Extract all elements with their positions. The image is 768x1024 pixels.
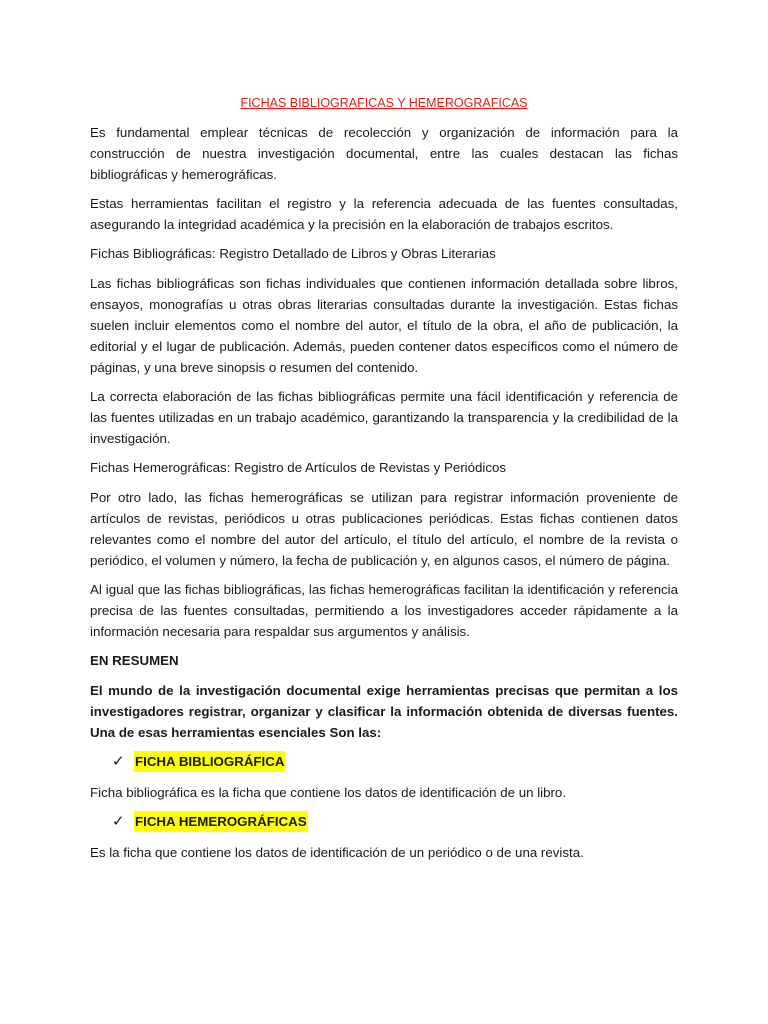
section1-heading: Fichas Bibliográficas: Registro Detallado de Libros y Obras Literarias xyxy=(90,246,496,261)
checkmark-icon: ✓ xyxy=(112,753,125,770)
summary-paragraph: El mundo de la investigación documental exige herramientas precisas que permitan a los investigadores registrar, organizar y clasificar la información obtenida de diversas fuentes. Una de esas herramientas esenciales Son las: xyxy=(90,683,678,740)
checklist-label: FICHA BIBLIOGRÁFICA xyxy=(134,751,285,772)
section2-heading: Fichas Hemerográficas: Registro de Artículos de Revistas y Periódicos xyxy=(90,460,507,475)
checklist-label: FICHA HEMEROGRÁFICAS xyxy=(134,811,308,832)
checklist-description: Es la ficha que contiene los datos de identificación de un periódico o de una revista. xyxy=(90,845,584,860)
checklist-description: Ficha bibliográfica es la ficha que contiene los datos de identificación de un libro. xyxy=(90,785,567,800)
summary-heading: EN RESUMEN xyxy=(90,653,179,668)
intro-paragraph-1: Es fundamental emplear técnicas de recolección y organización de información para la construcción de nuestra investigación documental, entre las cuales destacan las fichas bibliográficas y hemerográficas. xyxy=(90,125,678,182)
document-title: FICHAS BIBLIOGRAFICAS Y HEMEROGRAFICAS xyxy=(240,96,528,110)
section1-paragraph-2: La correcta elaboración de las fichas bibliográficas permite una fácil identificación y referencia de las fuentes utilizadas en un trabajo académico, garantizando la transparencia y la credibilidad de la investigación. xyxy=(90,389,678,446)
checklist-item-hemerografica xyxy=(90,811,678,832)
section1-paragraph-1: Las fichas bibliográficas son fichas individuales que contienen información detallada sobre libros, ensayos, monografías u otras obras literarias consultadas durante la investigación. Estas fichas suelen incluir elementos como el nombre del autor, el título de la obra, el año de publicación, la editorial y el lugar de publicación. Además, pueden contener datos específicos como el número de páginas, y una breve sinopsis o resumen del contenido. xyxy=(90,276,678,375)
section2-paragraph-1: Por otro lado, las fichas hemerográficas se utilizan para registrar información proveniente de artículos de revistas, periódicos u otras publicaciones periódicas. Estas fichas contienen datos relevantes como el nombre del autor del artículo, el título del artículo, el nombre de la revista o periódico, el volumen y número, la fecha de publicación y, en algunos casos, el número de página. xyxy=(90,490,678,568)
section2-paragraph-2: Al igual que las fichas bibliográficas, las fichas hemerográficas facilitan la identificación y referencia precisa de las fuentes consultadas, permitiendo a los investigadores acceder rápidamente a la información necesaria para respaldar sus argumentos y análisis. xyxy=(90,582,678,639)
document-page xyxy=(90,93,678,871)
intro-paragraph-2: Estas herramientas facilitan el registro y la referencia adecuada de las fuentes consultadas, asegurando la integridad académica y la precisión en la elaboración de trabajos escritos. xyxy=(90,196,678,232)
checklist-item-bibliografica xyxy=(90,751,678,772)
checkmark-icon: ✓ xyxy=(112,813,125,830)
